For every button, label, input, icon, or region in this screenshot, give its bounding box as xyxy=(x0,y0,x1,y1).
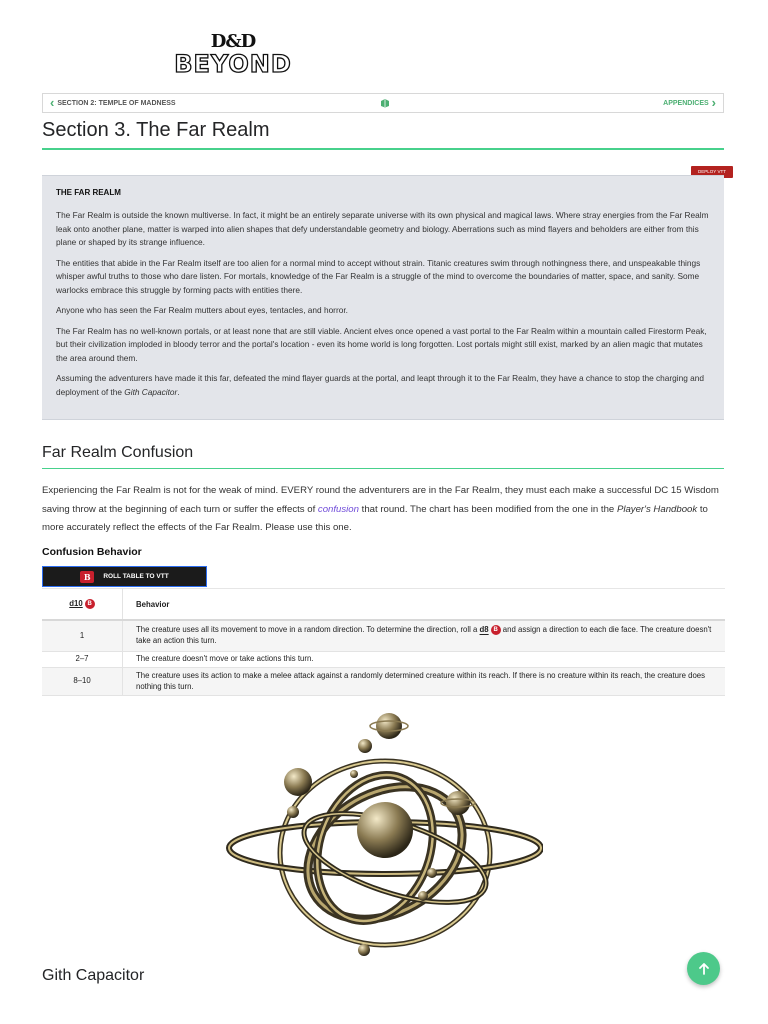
next-section-link[interactable] xyxy=(663,96,719,110)
confusion-divider xyxy=(42,468,724,469)
column-header-d10[interactable]: d10 B xyxy=(42,589,123,621)
roll-cell: 1 xyxy=(42,620,123,652)
behavior-cell: The creature doesn't move or take actions this turn. xyxy=(123,652,726,668)
book-icon[interactable] xyxy=(380,98,390,108)
column-header-behavior: Behavior xyxy=(123,589,726,621)
gith-capacitor-illustration xyxy=(225,708,543,962)
next-section-label: APPENDICES xyxy=(663,99,709,107)
roll-table-to-vtt-button[interactable] xyxy=(42,566,207,587)
table-row xyxy=(42,668,725,696)
roll-table-label: ROLL TABLE TO VTT xyxy=(103,573,169,580)
sidebar-paragraph: The entities that abide in the Far Realm itself are too alien for a normal mind to accept without strain. Titanic creatures swim through nothingness there, and unspeakable things whisper awful truths to those who dare listen. For mortals, knowledge of the Far Realm is a struggle of the mind to overcome the boundaries of matter, space, and sanity. Some warlocks embrace this struggle by forming pacts with entities there. xyxy=(56,257,701,295)
section-heading-gith-capacitor: Gith Capacitor xyxy=(42,967,145,984)
section-heading-confusion: Far Realm Confusion xyxy=(42,444,194,461)
sidebar-paragraph: Anyone who has seen the Far Realm mutters about eyes, tentacles, and horror. xyxy=(56,305,348,315)
roll-cell: 2–7 xyxy=(42,652,123,668)
deploy-vtt-button[interactable]: DEPLOY VTT xyxy=(691,166,733,178)
section-nav xyxy=(42,93,724,113)
behavior-cell: The creature uses all its movement to move in a random direction. To determine the direction, roll a d8 B and assign a direction to each die face. The creature doesn't take an action this turn. xyxy=(123,620,726,652)
confusion-table xyxy=(42,588,725,696)
sidebar-paragraph: The Far Realm is outside the known multiverse. In fact, it might be an entirely separate universe with its own physical and magical laws. Where stray energies from the Far Realm leak onto another plane, matter is warped into alien shapes that defy understandable geometry and biology. Aberrations such as mind flayers and beholders are either from this plane or shaped by its strange influence. xyxy=(56,210,709,247)
arrow-up-icon xyxy=(697,962,711,976)
dice-icon: B xyxy=(85,599,95,609)
sidebar-paragraph-last: Assuming the adventurers have made it this far, defeated the mind flayer guards at the portal, and leapt through it to the Far Realm, they have a chance to stop the charging and deployment of the Gith Capacitor. xyxy=(56,373,705,397)
chevron-right-icon: › xyxy=(711,95,716,110)
sidebar-heading: THE FAR REALM xyxy=(56,188,121,197)
logo-top-text: D&D xyxy=(210,31,256,52)
table-title: Confusion Behavior xyxy=(42,546,142,558)
chevron-left-icon: ‹ xyxy=(50,95,55,110)
table-row xyxy=(42,620,725,652)
players-handbook-ref: Player's Handbook xyxy=(616,503,698,515)
d8-roll-link[interactable]: d8 xyxy=(479,625,489,635)
far-realm-sidebar xyxy=(42,175,724,420)
roll-cell: 8–10 xyxy=(42,668,123,696)
prev-section-link[interactable] xyxy=(47,96,176,110)
ddb-logo[interactable] xyxy=(165,32,301,78)
page-title: Section 3. The Far Realm xyxy=(42,119,270,141)
behavior-cell: The creature uses its action to make a melee attack against a randomly determined creature within its reach. If there is no creature within its reach, the creature does nothing this turn. xyxy=(123,668,726,696)
sidebar-paragraph: The Far Realm has no well-known portals, or at least none that are still viable. Ancient elves once opened a vast portal to the Far Realm within a mountain called Firestorm Peak, but their civilization imploded in bloody terror and the portal's location - even its home world is long forgotten. Lost portals might still exist, marked by an alien magic that mutates the area around them. xyxy=(56,325,707,363)
dnd-beyond-icon: B xyxy=(80,571,94,583)
prev-section-label: SECTION 2: TEMPLE OF MADNESS xyxy=(57,99,176,107)
gith-capacitor-ref: Gith Capacitor xyxy=(124,386,178,397)
dice-icon: B xyxy=(491,625,501,635)
confusion-spell-link[interactable]: confusion xyxy=(317,503,359,515)
table-row xyxy=(42,652,725,668)
logo-bottom-text: BEYOND xyxy=(174,50,292,78)
confusion-paragraph: Experiencing the Far Realm is not for the weak of mind. EVERY round the adventurers are in the Far Realm, they must each make a successful DC 15 Wisdom saving throw at the beginning of each turn or suffer the effects of confusion that round. The chart has been modified from the one in the Player's Handbook to more accurately reflect the effects of the Far Realm. Please use this one. xyxy=(42,485,719,533)
back-to-top-button[interactable] xyxy=(687,952,720,985)
title-divider xyxy=(42,148,724,150)
